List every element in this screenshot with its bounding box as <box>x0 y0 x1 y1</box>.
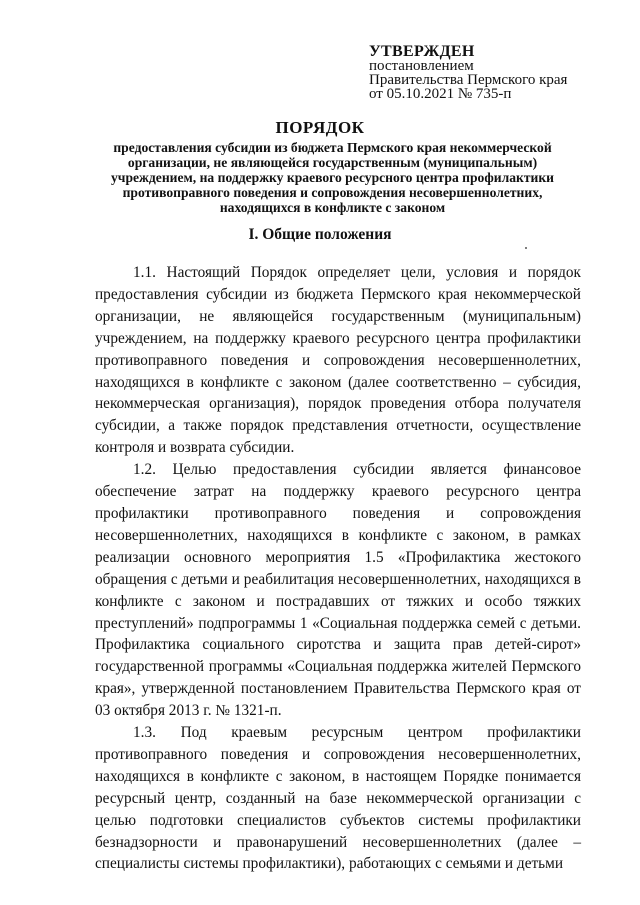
approval-line-2: Правительства Пермского края <box>369 72 568 88</box>
document-subtitle: предоставления субсидии из бюджета Пермского края некоммерческой организации, не являющейся государственным (муниципальным) учреждением, на поддержку краевого ресурсного центра профилактики противоправного поведения и сопровождения несовершеннолетних, находящихся в конфликте с законом <box>111 140 554 215</box>
approval-title: УТВЕРЖДЕН <box>369 43 475 60</box>
approval-line-3: от 05.10.2021 № 735-п <box>369 86 512 102</box>
section-heading: I. Общие положения <box>248 226 392 243</box>
document-body <box>95 262 581 875</box>
scan-artifact <box>525 247 527 249</box>
approval-stamp <box>369 45 567 101</box>
paragraph-1-3: 1.3. Под краевым ресурсным центром профилактики противоправного поведения и сопровождения несовершеннолетних, находящихся в конфликте с законом, в настоящем Порядке понимается ресурсный центр, созданный на базе некоммерческой организации с целью подготовки специалистов субъектов системы профилактики безнадзорности и правонарушений несовершеннолетних (далее – специалисты системы профилактики), работающих с семьями и детьми <box>95 724 581 873</box>
paragraph-1-1: 1.1. Настоящий Порядок определяет цели, условия и порядок предоставления субсидии из бюджета Пермского края некоммерческой организации, не являющейся государственным (муниципальным) учреждением, на поддержку краевого ресурсного центра профилактики противоправного поведения и сопровождения несовершеннолетних, находящихся в конфликте с законом (далее соответственно – субсидия, некоммерческая организация), порядок проведения отбора получателя субсидии, а также порядок представления отчетности, осуществление контроля и возврата субсидии. <box>95 264 581 457</box>
document-title: ПОРЯДОК <box>275 118 365 137</box>
paragraph-1-2: 1.2. Целью предоставления субсидии является финансовое обеспечение затрат на поддержку краевого ресурсного центра профилактики противоправного поведения и сопровождения несовершеннолетних, находящихся в конфликте с законом, в рамках реализации основного мероприятия 1.5 «Профилактика жестокого обращения с детьми и реабилитация несовершеннолетних, находящихся в конфликте с законом и пострадавших от тяжких и особо тяжких преступлений» подпрограммы 1 «Социальная поддержка семей с детьми. Профилактика социального сиротства и защита прав детей-сирот» государственной программы «Социальная поддержка жителей Пермского края», утвержденной постановлением Правительства Пермского края от 03 октября 2013 г. № 1321-п. <box>95 461 581 720</box>
approval-line-1: постановлением <box>369 58 474 74</box>
